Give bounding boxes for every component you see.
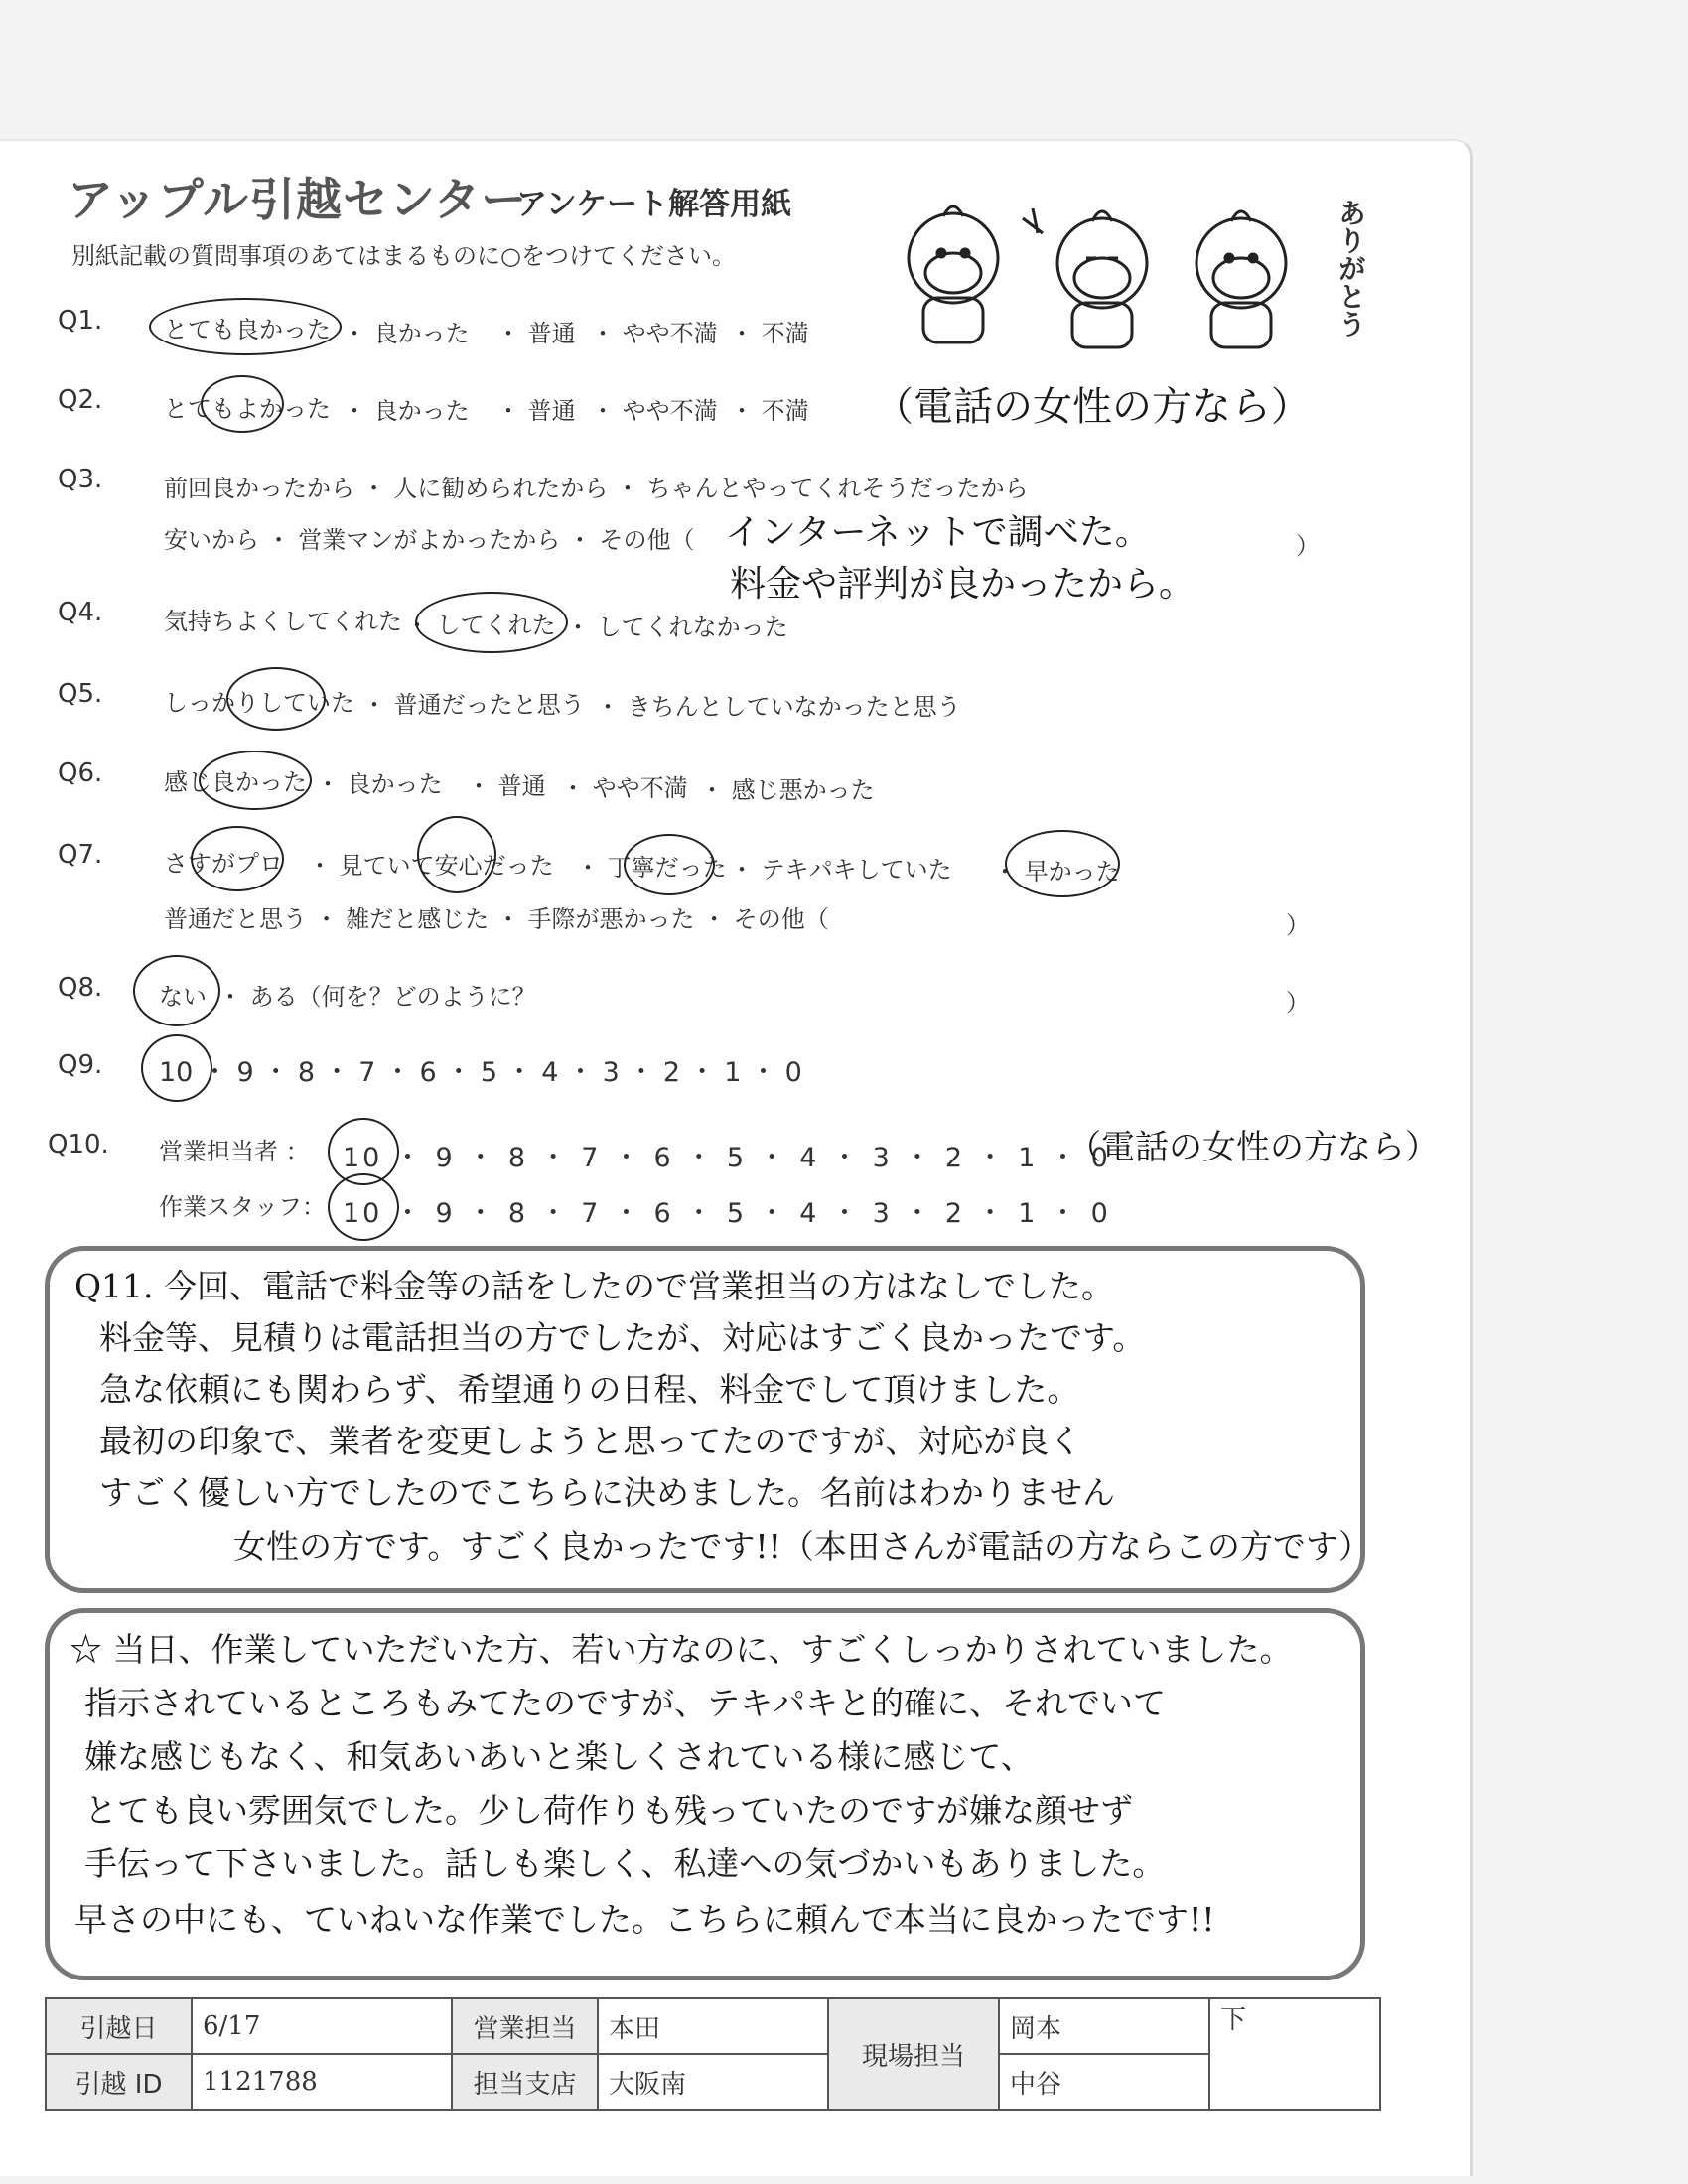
q7-answer-circle-1 <box>191 826 284 891</box>
q2-answer-circle <box>201 375 284 433</box>
q1-option-2[interactable]: ・ 良かった <box>343 320 470 347</box>
q4-option-3[interactable]: ・ してくれなかった <box>566 614 788 641</box>
move-id-label: 引越 ID <box>46 2054 192 2110</box>
q7-option-3[interactable]: ・ 丁寧だった <box>576 854 727 882</box>
q9-label: Q9. <box>58 1050 103 1080</box>
q7-answer-circle-2 <box>417 816 496 893</box>
q7-answer-circle-3 <box>624 834 715 895</box>
q7-option-4[interactable]: ・ テキパキしていた <box>730 856 952 884</box>
q2-option-1[interactable]: とてもよかった <box>164 395 331 423</box>
q10-handwritten-note: （電話の女性の方なら） <box>1067 1128 1439 1167</box>
site-value-1: 岡本 <box>999 1998 1209 2054</box>
q6-answer-circle <box>199 751 312 810</box>
staff-comment-line-5: 手伝って下さいました。話しも楽しく、私達への気づかいもありました。 <box>84 1844 1166 1883</box>
q10-sales-scale[interactable]: 10 ・ 9 ・ 8 ・ 7 ・ 6 ・ 5 ・ 4 ・ 3 ・ 2 ・ 1 ・ 0 <box>343 1143 1111 1173</box>
q9-scale[interactable]: 10 ・ 9 ・ 8 ・ 7 ・ 6 ・ 5 ・ 4 ・ 3 ・ 2 ・ 1 ・ 0 <box>159 1057 802 1088</box>
q7-option-5[interactable]: ・ 早かった <box>993 858 1120 886</box>
staff-comment-line-1: ☆ 当日、作業していただいた方、若い方なのに、すごくしっかりされていました。 <box>70 1630 1293 1669</box>
q4-label: Q4. <box>58 598 103 627</box>
q1-label: Q1. <box>58 306 103 336</box>
staff-comment-line-6: 早さの中にも、ていねいな作業でした。こちらに頼んで本当に良かったです!! <box>74 1900 1215 1939</box>
company-title: アップル引越センター <box>68 173 528 226</box>
form-subtitle: アンケート解答用紙 <box>516 187 792 222</box>
mascot-illustration <box>874 189 1321 357</box>
q2-option-4[interactable]: ・ やや不満 <box>591 397 718 425</box>
q11-line-2: 料金等、見積りは電話担当の方でしたが、対応はすごく良かったです。 <box>99 1318 1146 1357</box>
q10-label: Q10. <box>48 1130 109 1160</box>
q5-option-2[interactable]: ・ 普通だったと思う <box>362 691 585 719</box>
q3-options-line1[interactable]: 前回良かったから ・ 人に勧められたから ・ ちゃんとやってくれそうだったから <box>164 475 1029 502</box>
sales-value: 本田 <box>598 1998 828 2054</box>
q10-staff-scale[interactable]: 10 ・ 9 ・ 8 ・ 7 ・ 6 ・ 5 ・ 4 ・ 3 ・ 2 ・ 1 ・ 0 <box>343 1198 1111 1229</box>
q3-label: Q3. <box>58 465 103 494</box>
q6-option-5[interactable]: ・ 感じ悪かった <box>700 776 875 804</box>
q3-handwritten-note-2: 料金や評判が良かったから。 <box>730 564 1196 605</box>
q2-label: Q2. <box>58 385 103 415</box>
instruction-text: 別紙記載の質問事項のあてはまるものに○をつけてください。 <box>71 242 736 270</box>
q2-handwritten-note: （電話の女性の方なら） <box>874 384 1311 430</box>
q4-answer-circle <box>415 592 568 653</box>
q6-option-4[interactable]: ・ やや不満 <box>561 774 688 802</box>
q11-line-3: 急な依頼にも関わらず、希望通りの日程、料金でして頂けました。 <box>99 1370 1080 1409</box>
q7-option-1[interactable]: さすがプロ <box>164 850 283 878</box>
staff-comment-line-2: 指示されているところもみてたのですが、テキパキと的確に、それでいて <box>84 1684 1166 1722</box>
q5-option-1[interactable]: しっかりしていた <box>164 689 354 717</box>
q3-options-line2[interactable]: 安いから ・ 営業マンがよかったから ・ その他（ <box>164 526 695 554</box>
q7-label: Q7. <box>58 840 103 870</box>
q11-line-1: Q11. 今回、電話で料金等の話をしたので営業担当の方はなしでした。 <box>74 1267 1115 1305</box>
q7-answer-circle-4 <box>1005 830 1120 897</box>
q2-option-3[interactable]: ・ 普通 <box>496 397 576 425</box>
q2-option-2[interactable]: ・ 良かった <box>343 397 470 425</box>
sales-label: 営業担当 <box>452 1998 598 2054</box>
q10-staff-label: 作業スタッフ： <box>159 1193 326 1221</box>
q5-answer-circle <box>226 667 326 731</box>
move-id-value: 1121788 <box>192 2054 452 2110</box>
q6-option-2[interactable]: ・ 良かった <box>316 770 443 798</box>
q1-option-4[interactable]: ・ やや不満 <box>591 320 718 347</box>
move-date-label: 引越日 <box>46 1998 192 2054</box>
q11-line-4: 最初の印象で、業者を変更しようと思ってたのですが、対応が良く <box>99 1422 1082 1460</box>
q9-answer-circle <box>141 1034 212 1102</box>
move-date-value: 6/17 <box>192 1998 452 2054</box>
q7-option-2[interactable]: ・ 見ていて安心だった <box>308 852 554 880</box>
q3-close-paren: ） <box>1296 532 1320 560</box>
q7-options-line2[interactable]: 普通だと思う ・ 雑だと感じた ・ 手際が悪かった ・ その他（ <box>164 905 829 933</box>
q10-sales-label: 営業担当者 ： <box>159 1138 310 1165</box>
q1-option-5[interactable]: ・ 不満 <box>730 320 809 347</box>
q2-option-5[interactable]: ・ 不満 <box>730 397 809 425</box>
q11-line-6: 女性の方です。すごく良かったです!!（本田さんが電話の方ならこの方です） <box>233 1527 1371 1566</box>
q3-handwritten-note-1: インターネットで調べた。 <box>725 512 1151 553</box>
q1-option-3[interactable]: ・ 普通 <box>496 320 576 347</box>
q7-close-paren: ） <box>1286 911 1310 939</box>
q4-option-1[interactable]: 気持ちよくしてくれた <box>164 608 402 635</box>
q8-answer-circle <box>133 955 220 1026</box>
staff-comment-line-4: とても良い雰囲気でした。少し荷作りも残っていたのですが嫌な顔せず <box>84 1791 1133 1830</box>
q4-option-2[interactable]: ・ してくれた <box>405 612 556 639</box>
q8-close-paren: ） <box>1286 989 1310 1017</box>
site-value-2: 中谷 <box>999 2054 1209 2110</box>
q8-option-2[interactable]: ・ ある（何を？どのように？ <box>218 983 536 1011</box>
footer-table <box>45 1997 1381 2111</box>
q10-staff-answer-circle <box>328 1173 399 1241</box>
q6-option-1[interactable]: 感じ良かった <box>164 768 307 796</box>
q5-label: Q5. <box>58 679 103 709</box>
q6-label: Q6. <box>58 758 103 788</box>
branch-value: 大阪南 <box>598 2054 828 2110</box>
staff-comment-line-3: 嫌な感じもなく、和気あいあいと楽しくされている様に感じて、 <box>84 1737 1034 1776</box>
q8-label: Q8. <box>58 973 103 1003</box>
q5-option-3[interactable]: ・ きちんとしていなかったと思う <box>596 693 961 721</box>
thanks-text: ありがとう <box>1335 199 1367 338</box>
branch-label: 担当支店 <box>452 2054 598 2110</box>
site-label: 現場担当 <box>828 1998 999 2110</box>
q1-answer-circle <box>149 298 342 355</box>
q1-option-1[interactable]: とても良かった <box>164 316 331 343</box>
q6-option-3[interactable]: ・ 普通 <box>467 772 546 800</box>
site-value-3: 下 <box>1209 1998 1380 2110</box>
q8-option-1[interactable]: ない <box>159 983 207 1011</box>
q11-line-5: すごく優しい方でしたのでこちらに決めました。名前はわかりません <box>99 1473 1115 1512</box>
